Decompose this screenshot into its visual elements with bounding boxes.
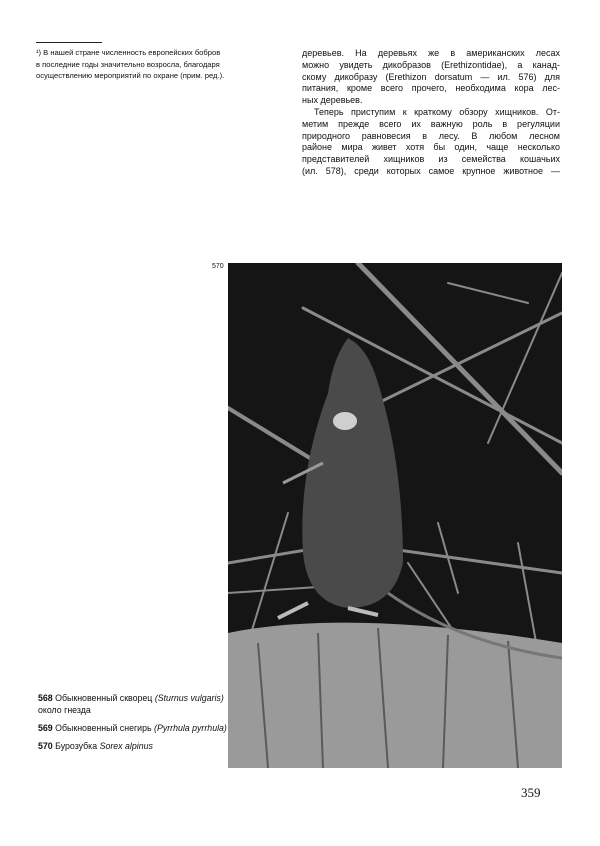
- figure-captions: [38, 692, 228, 758]
- text-line: деревьев. На деревьях же в американских лесах: [302, 48, 560, 58]
- illustration-number: 570: [212, 263, 224, 270]
- caption-568: 568 Обыкновенный скворец (Sturnus vulgaris) около гнезда: [38, 693, 224, 715]
- body-text: [302, 48, 560, 178]
- text-line: природного равновесия в лесу. В любом лесном: [302, 130, 560, 141]
- text-line: можно увидеть дикобразов (Erethizontidae), а канад-: [302, 59, 560, 70]
- text-line: (ил. 578), среди которых самое крупное животное —: [302, 165, 560, 176]
- footnote-line: в последние годы значительно возросла, благодаря: [36, 59, 220, 69]
- text-line: ных деревьев.: [302, 95, 363, 106]
- text-line: представителей хищников из семейства кошачьих: [302, 154, 560, 165]
- shrew-photo: [228, 263, 562, 768]
- footnote-rule: [36, 42, 102, 43]
- text-line: метим прежде всего их важную роль в регуляции: [302, 118, 560, 129]
- text-line: районе мира живет хотя бы один, чаще несколько: [302, 142, 560, 153]
- text-line: питания, кроме всего прочего, необходима кора лес-: [302, 83, 560, 94]
- footnote: [36, 42, 258, 82]
- footnote-line: осуществлению мероприятий по охране (прим. ред.).: [36, 71, 225, 80]
- footnote-line: ¹) В нашей стране численность европейских бобров: [36, 48, 221, 57]
- caption-570: 570 Бурозубка Sorex alpinus: [38, 741, 153, 751]
- page-number: 359: [521, 785, 541, 800]
- caption-569: 569 Обыкновенный снегирь (Pyrrhula pyrrhula): [38, 723, 227, 733]
- text-line: скому дикобразу (Erethizon dorsatum — ил. 576) для: [302, 71, 560, 82]
- text-line: Теперь приступим к краткому обзору хищников. От-: [314, 106, 560, 117]
